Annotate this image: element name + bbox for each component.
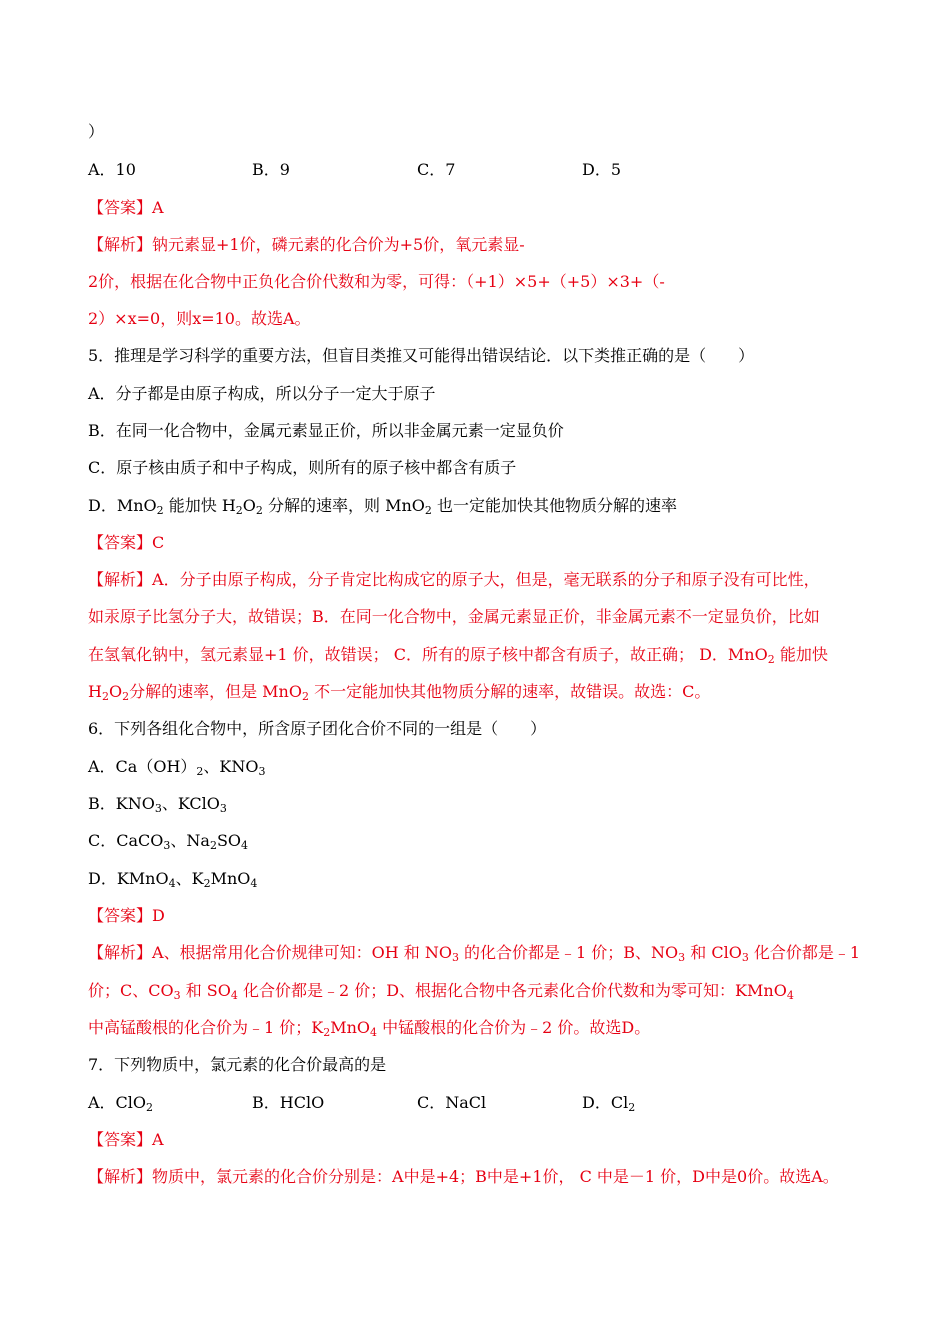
text: D．KMnO <box>88 869 169 888</box>
text: 在氢氧化钠中，氢元素显+1 价，故错误； C．所有的原子核中都含有质子，故正确； D．MnO <box>88 645 768 664</box>
text: A．ClO <box>88 1093 147 1112</box>
q5-stem: 5．推理是学习科学的重要方法，但盲目类推又可能得出错误结论．以下类推正确的是（ ） <box>88 346 755 365</box>
subscript: 3 <box>451 951 459 964</box>
text: 价；C、CO <box>88 981 174 1000</box>
subscript: 3 <box>163 839 171 852</box>
subscript: 4 <box>230 989 238 1002</box>
subscript: 3 <box>741 951 749 964</box>
subscript: 2 <box>146 1101 154 1114</box>
q7-option-b: B．HClO <box>252 1093 325 1112</box>
q4-answer: 【答案】A <box>88 198 164 217</box>
analysis-tag: 【解析】 <box>88 1167 153 1186</box>
q5-analysis-line-1 <box>88 569 820 591</box>
q6-analysis-line-3 <box>88 1017 650 1039</box>
q7-answer: 【答案】A <box>88 1130 164 1149</box>
q5-option-d <box>88 495 677 517</box>
subscript: 2 <box>255 504 263 517</box>
q4-option-d: D．5 <box>582 160 622 179</box>
text: 和 ClO <box>685 943 742 962</box>
subscript: 4 <box>370 1026 378 1039</box>
subscript: 2 <box>323 1026 331 1039</box>
text: 不一定能加快其他物质分解的速率，故错误。故选：C。 <box>308 682 711 701</box>
text: O <box>108 682 123 701</box>
q4-stem-tail: ） <box>88 122 105 141</box>
q5-analysis-line-3 <box>88 644 828 666</box>
q4-option-b: B．9 <box>252 160 290 179</box>
text: B．KNO <box>88 794 155 813</box>
subscript: 2 <box>122 690 130 703</box>
subscript: 3 <box>678 951 686 964</box>
text: 中高锰酸根的化合价为﹣1 价；K <box>88 1018 324 1037</box>
q7-option-c: C．NaCl <box>417 1093 487 1112</box>
q4-analysis-line-2: 2价，根据在化合物中正负化合价代数和为零，可得：（+1）×5+（+5）×3+（- <box>88 272 665 291</box>
q6-option-b <box>88 793 227 815</box>
text: 分解的速率，则 MnO <box>262 496 425 515</box>
subscript: 2 <box>156 504 164 517</box>
subscript: 4 <box>250 877 258 890</box>
text: 分解的速率，但是 MnO <box>129 682 302 701</box>
q4-option-a: A．10 <box>88 160 136 179</box>
q7-option-d <box>582 1092 635 1114</box>
text: C．CaCO <box>88 831 164 850</box>
text: MnO <box>330 1018 371 1037</box>
text: H <box>88 682 102 701</box>
text: 中锰酸根的化合价为﹣2 价。故选D。 <box>377 1018 651 1037</box>
q5-option-a: A．分子都是由原子构成，所以分子一定大于原子 <box>88 384 436 403</box>
q5-analysis-line-2: 如汞原子比氢分子大，故错误；B．在同一化合物中，金属元素显正价，非金属元素不一定显负价，比如 <box>88 607 820 626</box>
analysis-tag: 【解析】 <box>88 570 153 589</box>
text: A．Ca（OH） <box>88 757 197 776</box>
subscript: 2 <box>203 877 211 890</box>
text: D．MnO <box>88 496 157 515</box>
text: 、KNO <box>203 757 259 776</box>
q5-option-c: C．原子核由质子和中子构成，则所有的原子核中都含有质子 <box>88 458 517 477</box>
text: 能加快 H <box>163 496 236 515</box>
q6-analysis-line-1 <box>88 942 860 964</box>
q4-analysis-line-1 <box>88 234 525 256</box>
subscript: 3 <box>154 802 162 815</box>
analysis-tag: 【解析】 <box>88 235 153 254</box>
q6-answer: 【答案】D <box>88 906 165 925</box>
subscript: 2 <box>235 504 243 517</box>
text: 、KClO <box>161 794 220 813</box>
q6-option-c <box>88 830 248 852</box>
subscript: 2 <box>209 839 217 852</box>
subscript: 3 <box>258 765 266 778</box>
q6-option-a <box>88 756 266 778</box>
text: 能加快 <box>774 645 828 664</box>
text: SO <box>216 831 242 850</box>
q6-analysis-line-2 <box>88 980 794 1002</box>
q7-analysis-line-1 <box>88 1166 839 1188</box>
analysis-text: 物质中，氯元素的化合价分别是：A中是+4；B中是+1价， C 中是－1 价，D中是0价。故选A。 <box>152 1167 839 1186</box>
analysis-text: A．分子由原子构成，分子肯定比构成它的原子大，但是，毫无联系的分子和原子没有可比性， <box>152 570 820 589</box>
subscript: 4 <box>241 839 249 852</box>
q4-option-c: C．7 <box>417 160 456 179</box>
text: O <box>242 496 256 515</box>
subscript: 2 <box>101 690 109 703</box>
q7-stem: 7．下列物质中，氯元素的化合价最高的是 <box>88 1055 387 1074</box>
text: D．Cl <box>582 1093 629 1112</box>
q5-option-b: B．在同一化合物中，金属元素显正价，所以非金属元素一定显负价 <box>88 421 564 440</box>
text: 、K <box>175 869 204 888</box>
subscript: 2 <box>628 1101 636 1114</box>
q7-option-a <box>88 1092 153 1114</box>
q5-analysis-line-4 <box>88 681 710 703</box>
text: 化合价都是﹣1 <box>748 943 861 962</box>
text: 、Na <box>170 831 210 850</box>
subscript: 4 <box>168 877 176 890</box>
subscript: 3 <box>219 802 227 815</box>
q4-analysis-line-3: 2）×x=0，则x=10。故选A。 <box>88 309 311 328</box>
text: 的化合价都是﹣1 价；B、NO <box>458 943 679 962</box>
text: 也一定能加快其他物质分解的速率 <box>431 496 677 515</box>
analysis-tag: 【解析】 <box>88 943 153 962</box>
q6-option-d <box>88 868 257 890</box>
text: MnO <box>210 869 251 888</box>
text: 和 SO <box>180 981 231 1000</box>
text: 化合价都是﹣2 价；D、根据化合物中各元素化合价代数和为零可知：KMnO <box>237 981 787 1000</box>
subscript: 2 <box>767 653 775 666</box>
analysis-text: 钠元素显+1价，磷元素的化合价为+5价，氧元素显- <box>152 235 525 254</box>
q5-answer: 【答案】C <box>88 533 165 552</box>
subscript: 4 <box>786 989 794 1002</box>
q6-stem: 6．下列各组化合物中，所含原子团化合价不同的一组是（ ） <box>88 719 547 738</box>
subscript: 2 <box>424 504 432 517</box>
subscript: 2 <box>196 765 204 778</box>
subscript: 3 <box>173 989 181 1002</box>
subscript: 2 <box>301 690 309 703</box>
text: A、根据常用化合价规律可知：OH 和 NO <box>152 943 452 962</box>
